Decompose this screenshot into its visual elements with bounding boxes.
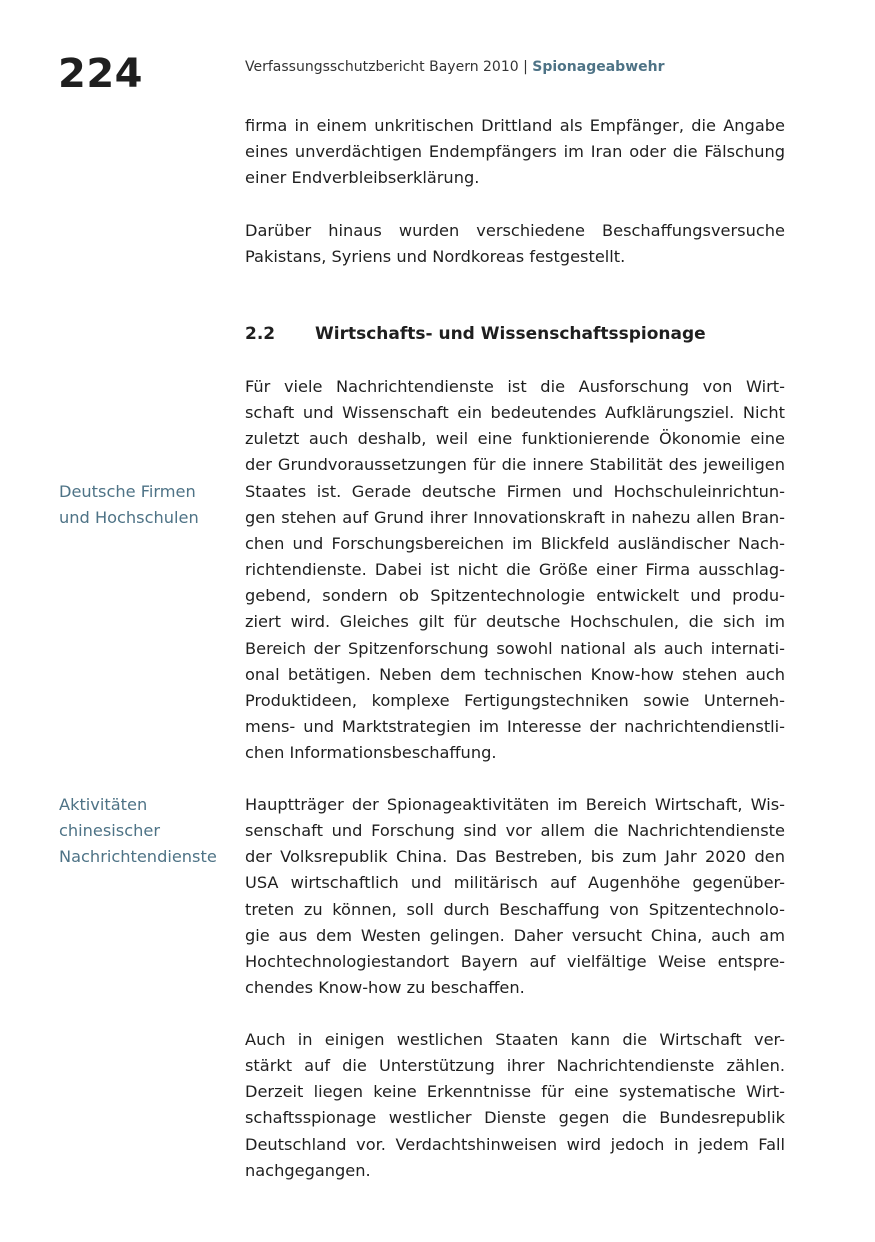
header-title: Verfassungsschutzbericht Bayern 2010: [245, 59, 519, 75]
text-line: zuletzt auch deshalb, weil eine funktionierende Ökonomie eine: [245, 429, 785, 449]
margin-note-line: und Hochschulen: [59, 508, 199, 528]
paragraph-2: [245, 218, 785, 270]
text-line: chen Informationsbeschaffung.: [245, 743, 497, 763]
margin-note-deutsche-firmen: [59, 479, 234, 531]
text-line: nachgegangen.: [245, 1160, 371, 1180]
text-line: Hochtechnologiestandort Bayern auf vielfältige Weise entspre-: [245, 951, 785, 971]
margin-note-line: Aktivitäten: [59, 795, 148, 814]
text-line: chendes Know-how zu beschaffen.: [245, 978, 525, 998]
margin-note-line: chinesischer: [59, 821, 161, 841]
text-line: firma in einem unkritischen Drittland als Empfänger, die Angabe: [245, 116, 785, 135]
paragraph-5: [245, 1027, 785, 1184]
margin-note-chinesische-dienste: [59, 792, 234, 870]
text-line: USA wirtschaftlich und militärisch auf Augenhöhe gegenüber-: [245, 873, 785, 893]
text-line: der Volksrepublik China. Das Bestreben, bis zum Jahr 2020 den: [245, 847, 785, 867]
text-line: Bereich der Spitzenforschung sowohl national als auch internati-: [245, 638, 785, 658]
running-header: [245, 58, 665, 76]
paragraph-4: [245, 792, 785, 1001]
text-line: gie aus dem Westen gelingen. Daher versucht China, auch am: [245, 925, 785, 945]
text-line: gen stehen auf Grund ihrer Innovationskraft in nahezu allen Bran-: [245, 507, 785, 527]
margin-note-line: Nachrichtendienste: [59, 847, 217, 867]
text-line: Staates ist. Gerade deutsche Firmen und Hochschuleinrichtun-: [245, 481, 785, 501]
paragraph-1: [245, 113, 785, 191]
text-line: treten zu können, soll durch Beschaffung von Spitzentechnolo-: [245, 899, 785, 919]
text-line: stärkt auf die Unterstützung ihrer Nachrichtendienste zählen.: [245, 1056, 785, 1076]
text-line: chen und Forschungsbereichen im Blickfeld ausländischer Nach-: [245, 533, 785, 553]
text-line: richtendienste. Dabei ist nicht die Größe einer Firma ausschlag-: [245, 560, 785, 580]
header-separator: |: [523, 59, 528, 75]
text-line: ziert wird. Gleiches gilt für deutsche Hochschulen, die sich im: [245, 612, 785, 632]
text-line: Pakistans, Syriens und Nordkoreas festgestellt.: [245, 247, 626, 267]
text-line: Derzeit liegen keine Erkenntnisse für eine systematische Wirt-: [245, 1082, 785, 1102]
text-line: mens- und Marktstrategien im Interesse der nachrichtendienstli-: [245, 717, 785, 737]
text-line: eines unverdächtigen Endempfängers im Iran oder die Fälschung: [245, 142, 785, 162]
section-title: Wirtschafts- und Wissenschaftsspionage: [315, 324, 706, 344]
text-line: gebend, sondern ob Spitzentechnologie entwickelt und produ-: [245, 586, 785, 606]
page-number: 224: [58, 51, 143, 97]
paragraph-3: [245, 374, 785, 766]
text-line: der Grundvoraussetzungen für die innere Stabilität des jeweiligen: [245, 455, 785, 475]
text-line: Auch in einigen westlichen Staaten kann die Wirtschaft ver-: [245, 1030, 785, 1049]
text-line: Produktideen, komplexe Fertigungstechniken sowie Unterneh-: [245, 690, 785, 710]
margin-note-line: Deutsche Firmen: [59, 482, 196, 501]
text-line: senschaft und Forschung sind vor allem die Nachrichtendienste: [245, 821, 785, 841]
text-line: schaftsspionage westlicher Dienste gegen die Bundesrepublik: [245, 1108, 785, 1128]
text-line: schaft und Wissenschaft ein bedeutendes Aufklärungsziel. Nicht: [245, 403, 785, 423]
text-line: einer Endverbleibserklärung.: [245, 168, 480, 188]
section-number: 2.2: [245, 324, 276, 344]
header-section: Spionageabwehr: [532, 59, 665, 75]
text-line: Darüber hinaus wurden verschiedene Beschaffungsversuche: [245, 221, 785, 240]
text-line: Deutschland vor. Verdachtshinweisen wird jedoch in jedem Fall: [245, 1134, 785, 1154]
text-line: Hauptträger der Spionageaktivitäten im Bereich Wirtschaft, Wis-: [245, 795, 785, 814]
text-line: Für viele Nachrichtendienste ist die Ausforschung von Wirt-: [245, 377, 785, 396]
text-line: onal betätigen. Neben dem technischen Know-how stehen auch: [245, 664, 785, 684]
section-heading: [245, 322, 706, 346]
